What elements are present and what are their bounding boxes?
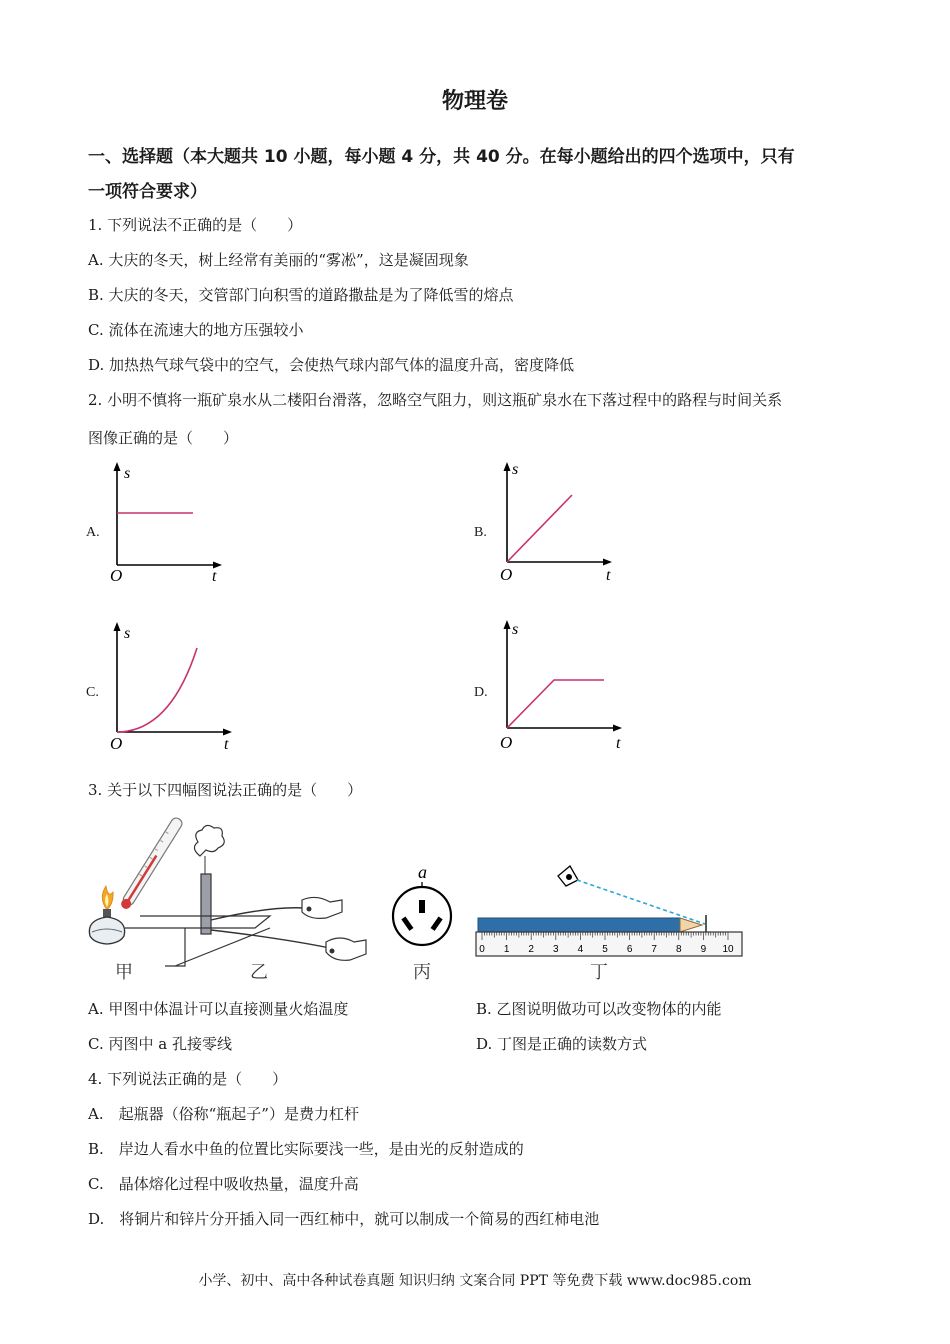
stand: [165, 928, 270, 966]
graph-d: [490, 616, 630, 751]
graph-c: [100, 618, 240, 753]
q2-stem-line1: 2. 小明不慎将一瓶矿泉水从二楼阳台滑落，忽略空气阻力，则这瓶矿泉水在下落过程中的路程与时间关系: [88, 391, 783, 409]
metal-tube: [201, 874, 211, 934]
rope-lower: [211, 930, 330, 948]
graph-c-curve: [117, 648, 197, 732]
q4-option-c: C. 晶体熔化过程中吸收热量，温度升高: [88, 1175, 359, 1193]
socket-icon: [393, 887, 451, 945]
pencil-tip: [680, 918, 702, 932]
table-top: [125, 916, 270, 928]
ruler-number: 9: [700, 944, 707, 955]
figure-jia: [89, 816, 183, 944]
q1-option-d: D. 加热热气球气袋中的空气，会使热气球内部气体的温度升高，密度降低: [88, 356, 575, 374]
section-heading-line1: 一、选择题（本大题共 10 小题，每小题 4 分，共 40 分。在每小题给出的四个选项中，只有: [88, 147, 795, 167]
socket-hole-top: [419, 900, 425, 913]
section-heading-line2: 一项符合要求）: [88, 182, 207, 202]
ruler-number: 4: [577, 944, 584, 955]
graph-d-label: D.: [474, 685, 488, 700]
graph-c-x-arrow: [223, 729, 232, 736]
q4-option-d: D. 将铜片和锌片分开插入同一西红柿中，就可以制成一个简易的西红柿电池: [88, 1210, 600, 1228]
graph-a-origin: O: [110, 566, 123, 585]
q3-figures: [80, 808, 760, 986]
sight-line: [577, 880, 705, 924]
caption-bing: 丙: [413, 962, 431, 983]
ruler-number: 6: [626, 944, 633, 955]
figure-bing: [393, 862, 451, 945]
page-title: 物理卷: [441, 89, 508, 114]
q1-option-c: C. 流体在流速大的地方压强较小: [88, 321, 304, 339]
thermometer-icon: [119, 816, 184, 911]
graph-d-y-arrow: [504, 620, 511, 629]
socket-hole-label: a: [418, 862, 427, 882]
ruler-number: 0: [479, 944, 485, 955]
ruler-number: 10: [722, 944, 734, 955]
graph-c-origin: O: [110, 734, 123, 753]
q1-option-a: A. 大庆的冬天，树上经常有美丽的“雾凇”，这是凝固现象: [88, 251, 469, 269]
q3-option-d: D. 丁图是正确的读数方式: [476, 1035, 648, 1053]
graph-b-y-label: s: [512, 461, 519, 478]
graph-a-y-arrow: [114, 462, 121, 471]
graph-b: [490, 460, 620, 585]
graph-a-label: A.: [86, 525, 100, 540]
ruler-number: 2: [528, 944, 534, 955]
caption-jia: 甲: [115, 962, 133, 983]
caption-yi: 乙: [250, 962, 268, 983]
graph-b-line: [507, 495, 572, 562]
alcohol-lamp-icon: [89, 917, 124, 944]
page-footer: 小学、初中、高中各种试卷真题 知识归纳 文案合同 PPT 等免费下载 www.doc985.com: [198, 1273, 752, 1289]
graph-a: [100, 460, 230, 585]
pencil-body: [478, 918, 680, 932]
graph-d-x-arrow: [613, 725, 622, 732]
ruler-number: 5: [602, 944, 608, 955]
graph-a-y-label: s: [124, 465, 131, 482]
ruler-number: 3: [553, 944, 559, 955]
graph-b-y-arrow: [504, 462, 511, 471]
graph-c-y-label: s: [124, 625, 131, 642]
q4-stem: 4. 下列说法正确的是（ ）: [88, 1070, 288, 1088]
graph-b-x-label: t: [606, 567, 611, 584]
q2-stem-line2: 图像正确的是（ ）: [88, 429, 239, 447]
q4-option-a: A. 起瓶器（俗称“瓶起子”）是费力杠杆: [88, 1105, 359, 1123]
ruler-number: 7: [651, 944, 657, 955]
graph-d-x-label: t: [616, 735, 621, 752]
graph-b-origin: O: [500, 565, 513, 584]
graph-c-label: C.: [86, 685, 99, 700]
q3-option-b: B. 乙图说明做功可以改变物体的内能: [476, 1000, 722, 1018]
q3-option-a: A. 甲图中体温计可以直接测量火焰温度: [88, 1000, 349, 1018]
q1-option-b: B. 大庆的冬天，交管部门向积雪的道路撒盐是为了降低雪的熔点: [88, 286, 514, 304]
graph-b-x-arrow: [603, 559, 612, 566]
ruler-number: 1: [503, 944, 510, 955]
graph-c-y-arrow: [114, 622, 121, 631]
lamp-wick-holder: [103, 909, 111, 917]
graph-a-x-label: t: [212, 568, 217, 585]
q3-stem: 3. 关于以下四幅图说法正确的是（ ）: [88, 781, 363, 799]
caption-ding: 丁: [590, 962, 608, 983]
ruler-number: 8: [676, 944, 682, 955]
rope-upper: [211, 908, 305, 920]
graph-d-origin: O: [500, 733, 513, 752]
q4-option-b: B. 岸边人看水中鱼的位置比实际要浅一些，是由光的反射造成的: [88, 1140, 524, 1158]
graph-c-x-label: t: [224, 736, 229, 753]
q1-stem: 1. 下列说法不正确的是（ ）: [88, 216, 303, 234]
steam-icon: [194, 825, 224, 856]
q3-option-c: C. 丙图中 a 孔接零线: [88, 1035, 232, 1053]
graph-d-line: [507, 680, 604, 728]
figure-ding: [476, 866, 742, 956]
graph-d-y-label: s: [512, 621, 519, 638]
graph-b-label: B.: [474, 525, 487, 540]
